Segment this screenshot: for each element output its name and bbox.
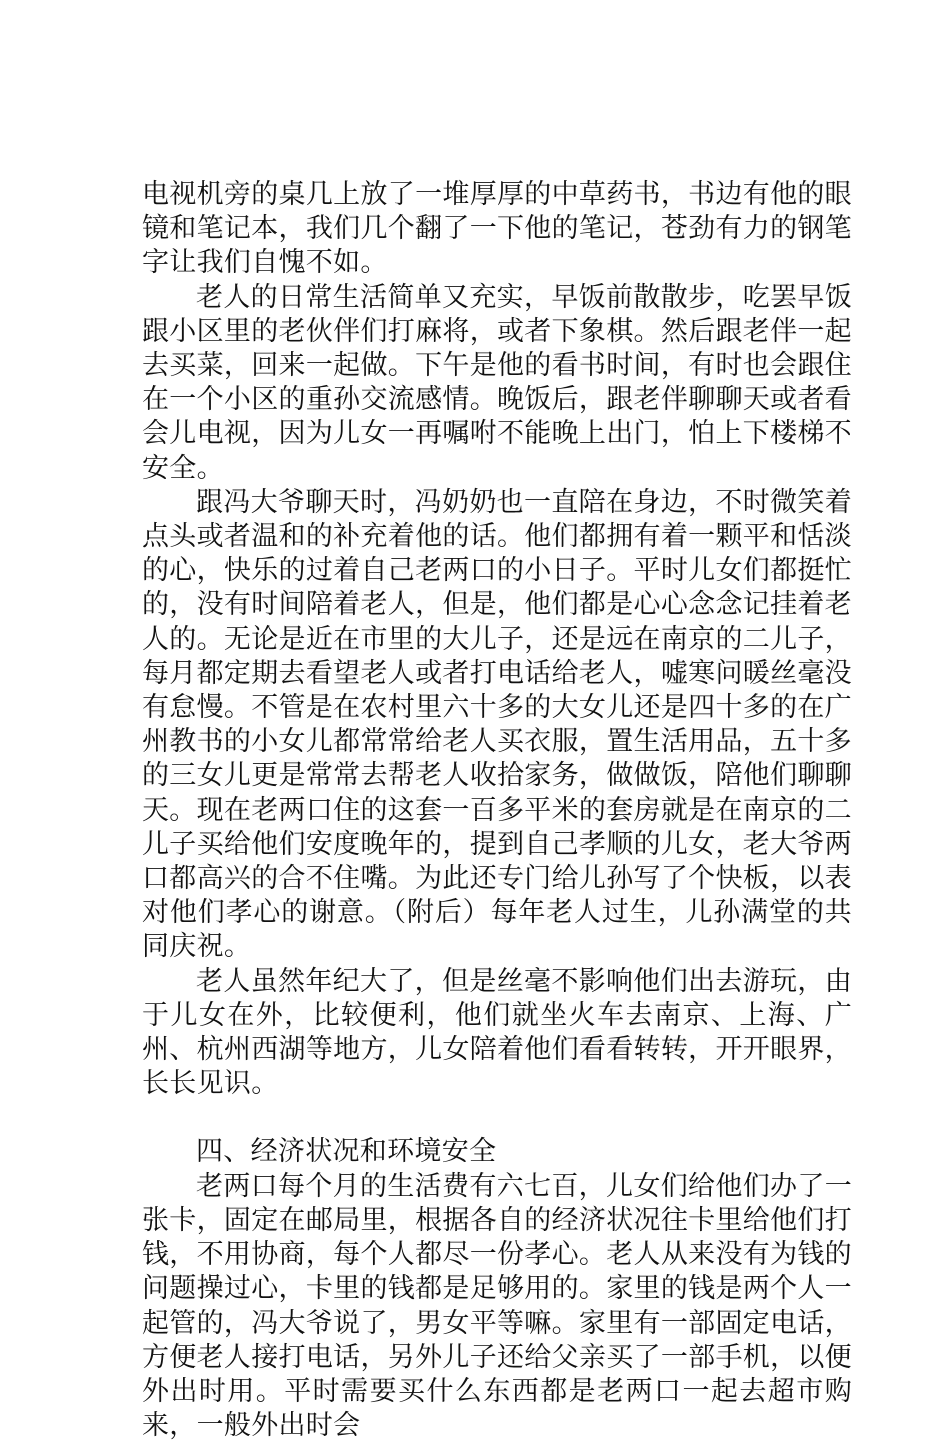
paragraph-daily-life: 老人的日常生活简单又充实，早饭前散散步，吃罢早饭跟小区里的老伙伴们打麻将，或者下象棋。然后跟老伴一起去买菜，回来一起做。下午是他的看书时间，有时也会跟住在一个小区的重孙交流感情。晚饭后，跟老伴聊聊天或者看会儿电视，因为儿女一再嘱咐不能晚上出门，怕上下楼梯不安全。 [142,281,852,484]
paragraph-travel: 老人虽然年纪大了，但是丝毫不影响他们出去游玩，由于儿女在外，比较便利，他们就坐火车去南京、上海、广州、杭州西湖等地方，儿女陪着他们看看转转，开开眼界，长长见识。 [142,965,852,1100]
blank-line [142,1101,852,1135]
paragraph-family: 跟冯大爷聊天时，冯奶奶也一直陪在身边，不时微笑着点头或者温和的补充着他的话。他们都拥有着一颗平和恬淡的心，快乐的过着自己老两口的小日子。平时儿女们都挺忙的，没有时间陪着老人，但是，他们都是心心念念记挂着老人的。无论是近在市里的大儿子，还是远在南京的二儿子，每月都定期去看望老人或者打电话给老人，嘘寒问暖丝毫没有怠慢。不管是在农村里六十多的大女儿还是四十多的在广州教书的小女儿都常常给老人买衣服，置生活用品，五十多的三女儿更是常常去帮老人收拾家务，做做饭，陪他们聊聊天。现在老两口住的这套一百多平米的套房就是在南京的二儿子买给他们安度晚年的，提到自己孝顺的儿女，老大爷两口都高兴的合不住嘴。为此还专门给儿孙写了个快板，以表对他们孝心的谢意。（附后）每年老人过生，儿孙满堂的共同庆祝。 [142,486,852,963]
section-heading: 四、经济状况和环境安全 [196,1136,497,1168]
document-body [142,178,852,1443]
paragraph-economy: 老两口每个月的生活费有六七百，儿女们给他们办了一张卡，固定在邮局里，根据各自的经济状况往卡里给他们打钱，不用协商，每个人都尽一份孝心。老人从来没有为钱的问题操过心，卡里的钱都是足够用的。家里的钱是两个人一起管的，冯大爷说了，男女平等嘛。家里有一部固定电话，方便老人接打电话，另外儿子还给父亲买了一部手机，以便外出时用。平时需要买什么东西都是老两口一起去超市购来，一般外出时会 [142,1170,852,1442]
paragraph-continuation: 电视机旁的桌几上放了一堆厚厚的中草药书，书边有他的眼镜和笔记本，我们几个翻了一下他的笔记，苍劲有力的钢笔字让我们自愧不如。 [142,179,852,279]
